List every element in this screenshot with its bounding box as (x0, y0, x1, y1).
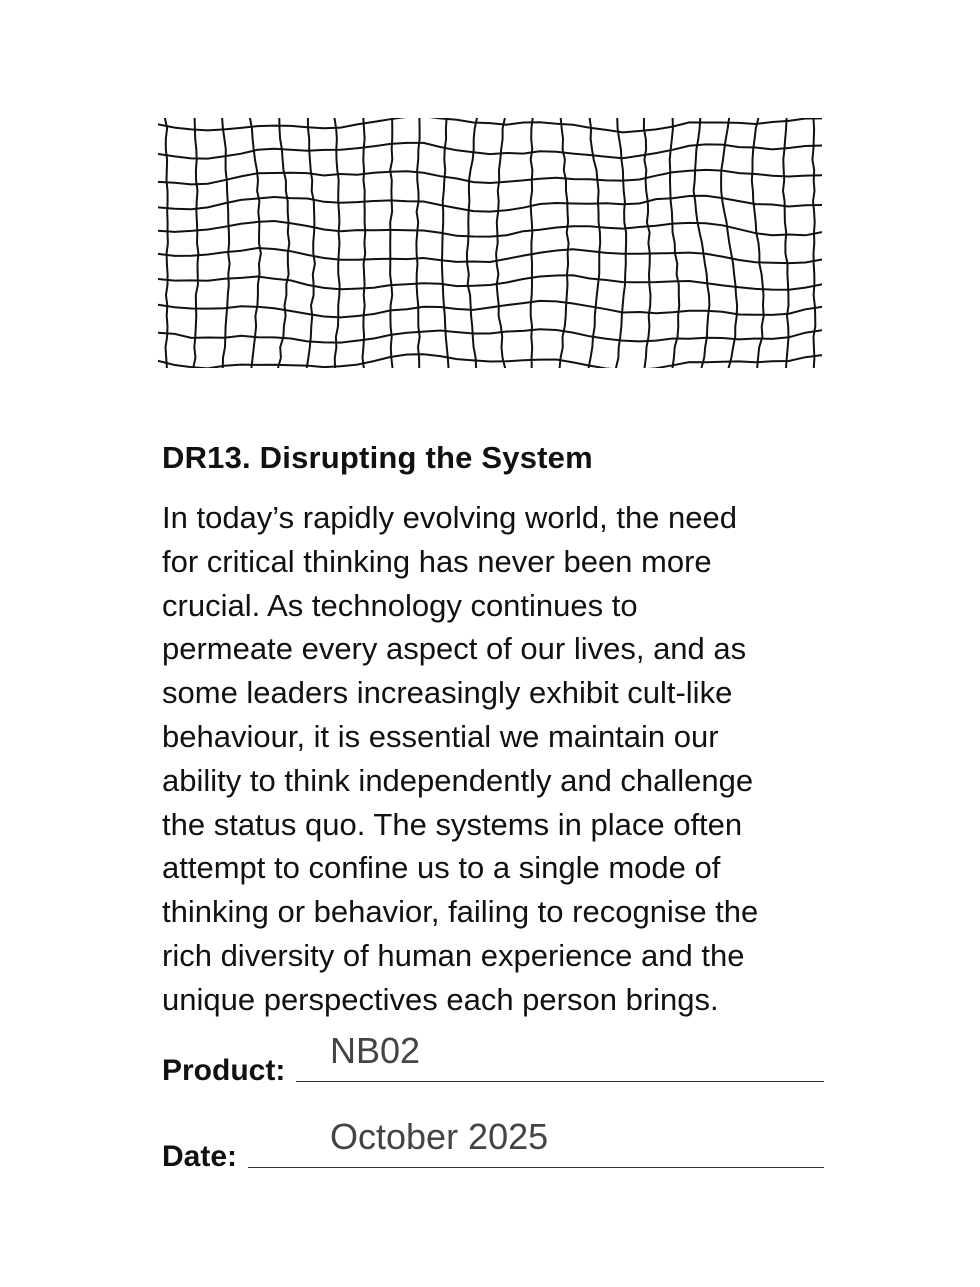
product-field[interactable] (162, 1030, 824, 1090)
grid-stroke (335, 118, 340, 368)
grid-stroke (496, 118, 505, 368)
card-title: DR13. Disrupting the System (162, 440, 593, 475)
grid-stroke (721, 118, 737, 368)
grid-stroke (250, 118, 261, 368)
grid-stroke (278, 118, 289, 368)
date-underline (248, 1167, 824, 1168)
distorted-grid-illustration (158, 118, 822, 368)
grid-stroke (467, 118, 477, 368)
grid-stroke (158, 354, 822, 368)
product-value: NB02 (330, 1030, 421, 1071)
grid-stroke (416, 118, 419, 368)
grid-stroke (694, 118, 710, 368)
grid-stroke (752, 118, 764, 368)
grid-stroke (158, 329, 822, 342)
grid-stroke (158, 143, 822, 159)
grid-stroke (193, 118, 198, 368)
grid-stroke (783, 118, 789, 368)
grid-stroke (670, 118, 680, 368)
date-value: October 2025 (330, 1116, 549, 1157)
grid-stroke (390, 118, 392, 368)
grid-stroke (307, 118, 315, 368)
grid-stroke (158, 248, 822, 263)
grid-stroke (158, 118, 822, 132)
date-field[interactable] (162, 1116, 824, 1176)
product-label: Product: (162, 1054, 286, 1087)
product-underline (296, 1081, 824, 1082)
date-label: Date: (162, 1140, 238, 1173)
grid-stroke (158, 221, 822, 237)
grid-stroke (363, 118, 366, 368)
grid-stroke (616, 118, 626, 368)
card-body-text: In today’s rapidly evolving world, the need for critical thinking has never been more crucial. As technology continues to permeate every aspect of our lives, and as some leaders increasingly exhibit cult-like behaviour, it is essential we maintain our ability to think independently and challenge the status quo. The systems in place often attempt to confine us to a single mode of thinking or behavior, failing to recognise the rich diversity of human experience and the unique perspectives each person brings. (162, 500, 759, 1017)
